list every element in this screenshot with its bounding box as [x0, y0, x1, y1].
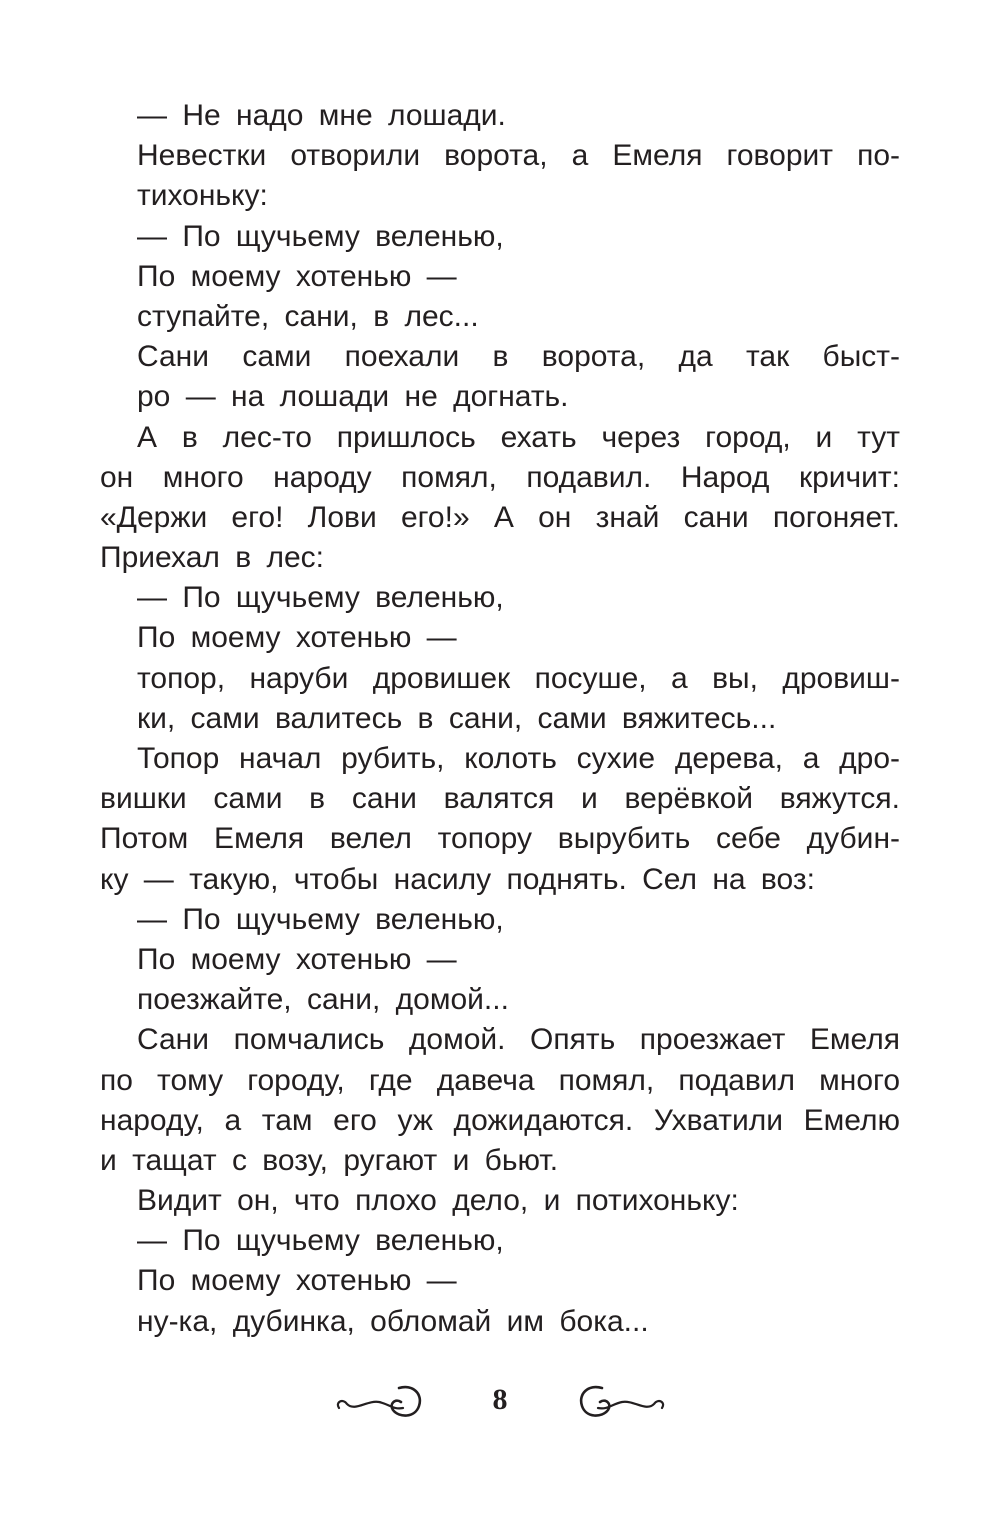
text-line: По моему хотенью —: [137, 259, 457, 293]
text-line: народу, а там его уж дожидаются. Ухватили Емелю: [100, 1103, 900, 1137]
text-line: — По щучьему веленью,: [137, 219, 504, 253]
text-line: Сани сами поехали в ворота, да так быст-: [137, 340, 900, 374]
text-line: вишки сами в сани валятся и верёвкой вяжутся.: [100, 782, 900, 816]
text-line: он много народу помял, подавил. Народ кричит:: [100, 460, 900, 494]
text-line: А в лес-то пришлось ехать через город, и тут: [137, 420, 900, 454]
text-line: Сани помчались домой. Опять проезжает Емеля: [137, 1023, 900, 1057]
text-line: ну-ка, дубинка, обломай им бока...: [137, 1304, 649, 1338]
text-line: и тащат с возу, ругают и бьют.: [100, 1143, 559, 1177]
text-line: — По щучьему веленью,: [137, 902, 504, 936]
page-number: 8: [492, 1383, 508, 1416]
text-line: ро — на лошади не догнать.: [137, 380, 569, 414]
text-line: поезжайте, сани, домой...: [137, 983, 509, 1017]
text-line: — По щучьему веленью,: [137, 581, 504, 615]
text-line: По моему хотенью —: [137, 621, 457, 655]
text-line: Видит он, что плохо дело, и потихоньку:: [137, 1184, 739, 1218]
page-text: [100, 96, 900, 1342]
text-line: Приехал в лес:: [100, 541, 325, 575]
text-line: — По щучьему веленью,: [137, 1224, 504, 1258]
text-line: топор, наруби дровишек посуше, а вы, дровиш-: [137, 661, 900, 695]
flourish-left-icon: [333, 1378, 425, 1422]
text-line: — Не надо мне лошади.: [137, 99, 506, 132]
text-line: ку — такую, чтобы насилу поднять. Сел на воз:: [100, 862, 815, 896]
text-line: Невестки отворили ворота, а Емеля говорит по-: [137, 139, 900, 173]
text-line: Потом Емеля велел топору вырубить себе дубин-: [100, 822, 900, 856]
text-line: «Держи его! Лови его!» А он знай сани погоняет.: [100, 500, 900, 534]
flourish-right-icon: [576, 1378, 668, 1422]
text-line: ступайте, сани, в лес...: [137, 299, 479, 333]
text-line: по тому городу, где давеча помял, подавил много: [100, 1063, 900, 1097]
text-line: ки, сами валитесь в сани, сами вяжитесь...: [137, 701, 777, 735]
page-footer: [0, 1368, 1000, 1428]
text-line: тихоньку:: [137, 179, 268, 213]
text-line: Топор начал рубить, колоть сухие дерева, а дро-: [137, 742, 900, 775]
text-line: По моему хотенью —: [137, 942, 457, 976]
text-line: По моему хотенью —: [137, 1264, 457, 1298]
